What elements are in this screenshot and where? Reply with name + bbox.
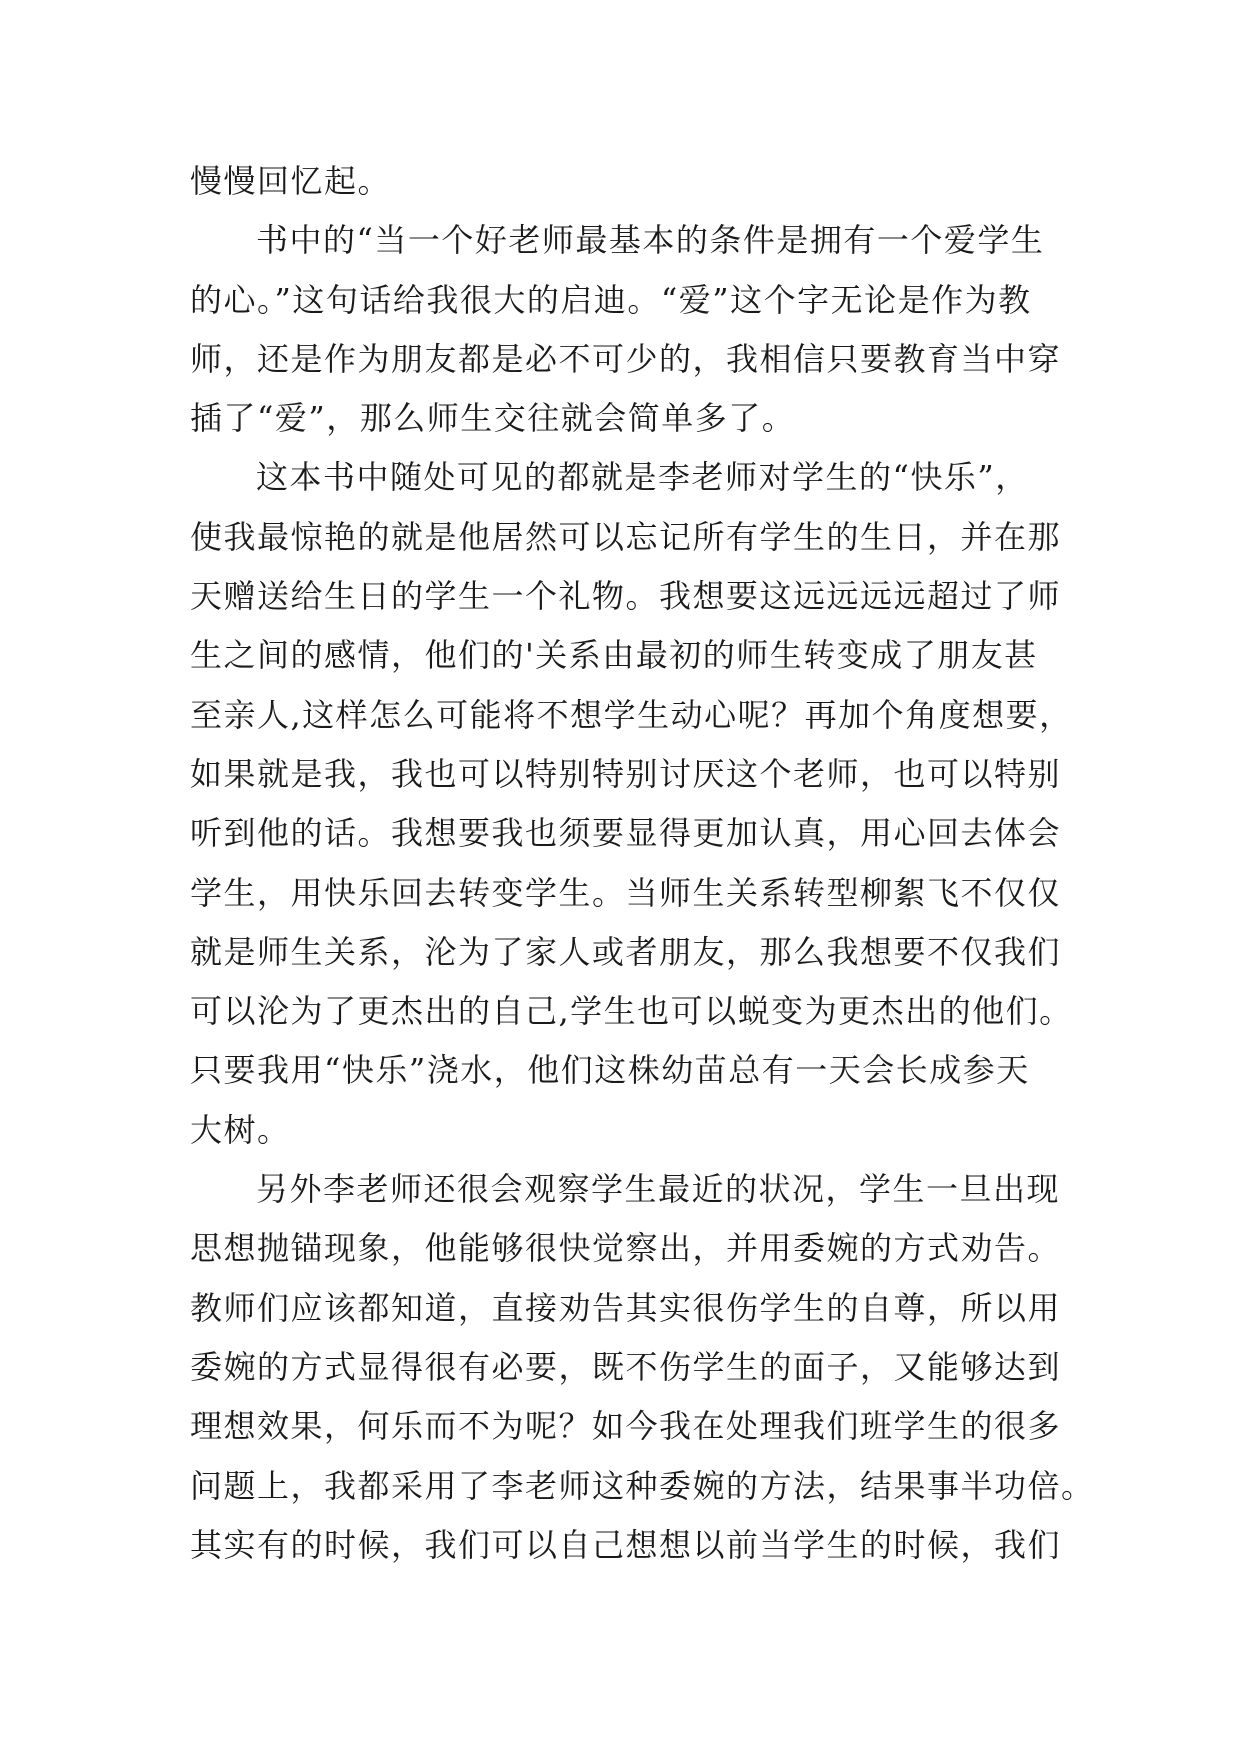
text-line: 只要我用“快乐”浇水，他们这株幼苗总有一天会长成参天 [190, 1051, 1030, 1090]
text-line: 的心。”这句话给我很大的启迪。“爱”这个字无论是作为教 [190, 280, 1032, 319]
text-line: 教师们应该都知道，直接劝告其实很伤学生的自尊，所以用 [190, 1288, 1062, 1327]
text-line: 至亲人,这样怎么可能将不想学生动心呢？再加个角度想要， [190, 695, 1073, 734]
paragraph-first-line: 这本书中随处可见的都就是李老师对学生的“快乐”， [256, 458, 1029, 497]
text-line: 大树。 [190, 1110, 291, 1149]
text-line: 可以沦为了更杰出的自己,学生也可以蜕变为更杰出的他们。 [190, 992, 1073, 1031]
text-line: 生之间的感情，他们的'关系由最初的师生转变成了朋友甚 [190, 636, 1038, 675]
text-line: 天赠送给生日的学生一个礼物。我想要这远远远远超过了师 [190, 577, 1062, 616]
text-line: 如果就是我，我也可以特别特别讨厌这个老师，也可以特别 [190, 754, 1062, 793]
paragraph-first-line: 书中的“当一个好老师最基本的条件是拥有一个爱学生 [256, 221, 1045, 260]
text-line: 师，还是作为朋友都是必不可少的，我相信只要教育当中穿 [190, 339, 1062, 378]
document-body [190, 152, 1095, 1575]
text-line: 问题上，我都采用了李老师这种委婉的方法，结果事半功倍。 [190, 1466, 1095, 1505]
text-line: 学生，用快乐回去转变学生。当师生关系转型柳絮飞不仅仅 [190, 873, 1062, 912]
text-line: 就是师生关系，沦为了家人或者朋友，那么我想要不仅我们 [190, 932, 1062, 971]
paragraph-first-line: 另外李老师还很会观察学生最近的状况，学生一旦出现 [256, 1170, 1061, 1209]
text-line: 其实有的时候，我们可以自己想想以前当学生的时候，我们 [190, 1525, 1062, 1564]
text-line: 听到他的话。我想要我也须要显得更加认真，用心回去体会 [190, 814, 1062, 853]
text-line: 使我最惊艳的就是他居然可以忘记所有学生的生日，并在那 [190, 517, 1062, 556]
text-line: 思想抛锚现象，他能够很快觉察出，并用委婉的方式劝告。 [190, 1229, 1062, 1268]
text-line: 理想效果，何乐而不为呢？如今我在处理我们班学生的很多 [190, 1407, 1062, 1446]
text-line: 插了“爱”，那么师生交往就会简单多了。 [190, 399, 796, 438]
text-line: 慢慢回忆起。 [190, 162, 392, 200]
text-line: 委婉的方式显得很有必要，既不伤学生的面子，又能够达到 [190, 1347, 1062, 1386]
